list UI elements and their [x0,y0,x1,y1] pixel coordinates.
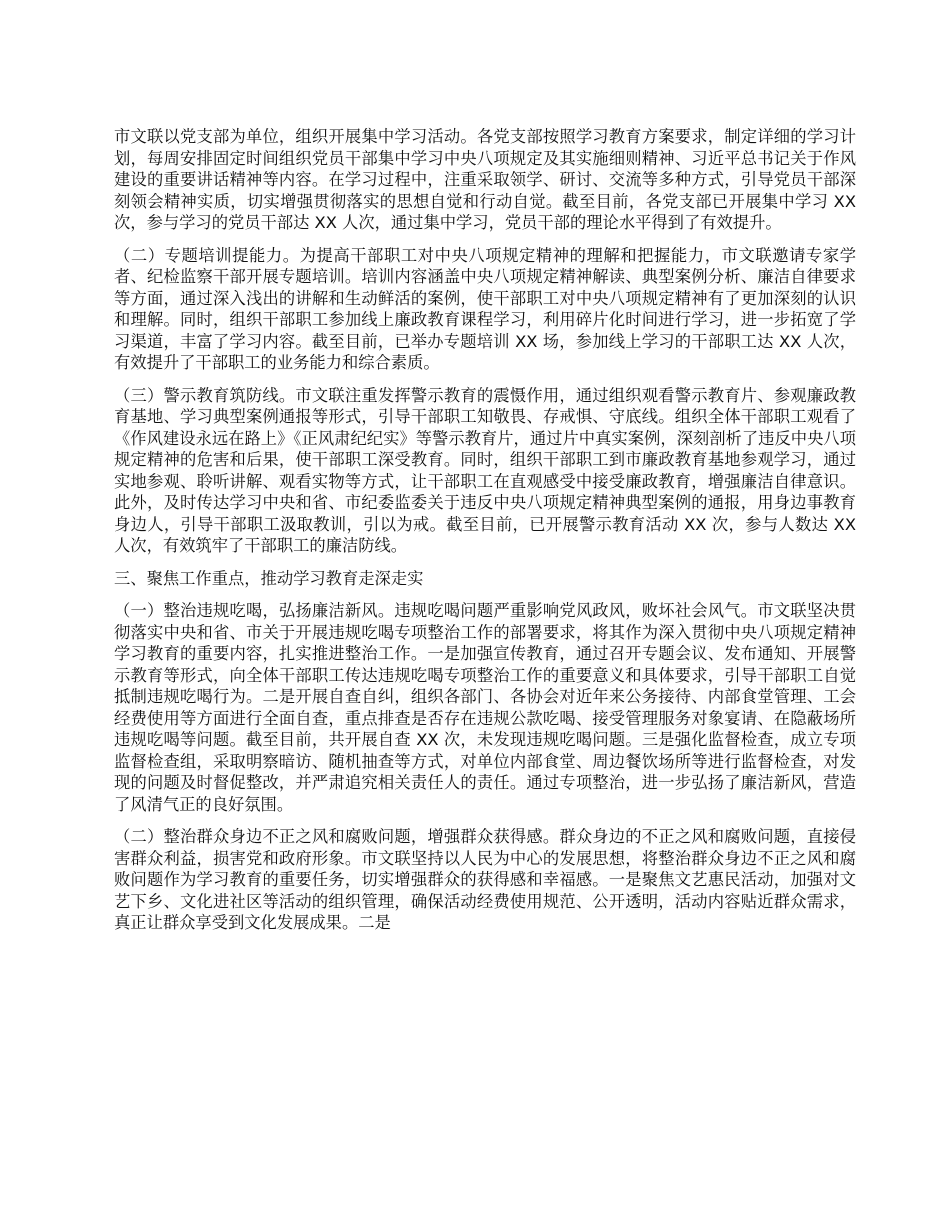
paragraph-special-training: （二）专题培训提能力。为提高干部职工对中央八项规定精神的理解和把握能力，市文联邀请专家学者、纪检监察干部开展专题培训。培训内容涵盖中央八项规定精神解读、典型案例分析、廉洁自律要求等方面，通过深入浅出的讲解和生动鲜活的案例，使干部职工对中央八项规定精神有了更加深刻的认识和理解。同时，组织干部职工参加线上廉政教育课程学习，利用碎片化时间进行学习，进一步拓宽了学习渠道，丰富了学习内容。截至目前，已举办专题培训 XX 场，参加线上学习的干部职工达 XX 人次，有效提升了干部职工的业务能力和综合素质。 [114,245,856,372]
section-heading-work-focus: 三、聚焦工作重点，推动学习教育走深走实 [114,568,424,588]
paragraph-rectify-dining: （一）整治违规吃喝，弘扬廉洁新风。违规吃喝问题严重影响党风政风，败坏社会风气。市文联坚决贯彻落实中央和省、市关于开展违规吃喝专项整治工作的部署要求，将其作为深入贯彻中央八项规定精神学习教育的重要内容，扎实推进整治工作。一是加强宣传教育，通过召开专题会议、发布通知、开展警示教育等形式，向全体干部职工传达违规吃喝专项整治工作的重要意义和具体要求，引导干部职工自觉抵制违规吃喝行为。二是开展自查自纠，组织各部门、各协会对近年来公务接待、内部食堂管理、工会经费使用等方面进行全面自查，重点排查是否存在违规公款吃喝、接受管理服务对象宴请、在隐蔽场所违规吃喝等问题。截至目前，共开展自查 XX 次，未发现违规吃喝问题。三是强化监督检查，成立专项监督检查组，采取明察暗访、随机抽查等方式，对单位内部食堂、周边餐饮场所等进行监督检查，对发现的问题及时督促整改，并严肃追究相关责任人的责任。通过专项整治，进一步弘扬了廉洁新风，营造了风清气正的良好氛围。 [114,601,856,814]
paragraph-group-study: 市文联以党支部为单位，组织开展集中学习活动。各党支部按照学习教育方案要求，制定详细的学习计划，每周安排固定时间组织党员干部集中学习中央八项规定及其实施细则精神、习近平总书记关于作风建设的重要讲话精神等内容。在学习过程中，注重采取领学、研讨、交流等多种方式，引导党员干部深刻领会精神实质，切实增强贯彻落实的思想自觉和行动自觉。截至目前，各党支部已开展集中学习 XX 次，参与学习的党员干部达 XX 人次，通过集中学习，党员干部的理论水平得到了有效提升。 [114,127,856,232]
paragraph-rectify-misconduct: （二）整治群众身边不正之风和腐败问题，增强群众获得感。群众身边的不正之风和腐败问题，直接侵害群众利益，损害党和政府形象。市文联坚持以人民为中心的发展思想，将整治群众身边不正之风和腐败问题作为学习教育的重要任务，切实增强群众的获得感和幸福感。一是聚焦文艺惠民活动，加强对文艺下乡、文化进社区等活动的组织管理，确保活动经费使用规范、公开透明，活动内容贴近群众需求，真正让群众享受到文化发展成果。二是 [114,827,856,932]
document-body [114,126,856,945]
paragraph-warning-education: （三）警示教育筑防线。市文联注重发挥警示教育的震慑作用，通过组织观看警示教育片、参观廉政教育基地、学习典型案例通报等形式，引导干部职工知敬畏、存戒惧、守底线。组织全体干部职工观看了《作风建设永远在路上》《正风肃纪纪实》等警示教育片，通过片中真实案例，深刻剖析了违反中央八项规定精神的危害和后果，使干部职工深受教育。同时，组织干部职工到市廉政教育基地参观学习，通过实地参观、聆听讲解、观看实物等方式，让干部职工在直观感受中接受廉政教育，增强廉洁自律意识。此外，及时传达学习中央和省、市纪委监委关于违反中央八项规定精神典型案例的通报，用身边事教育身边人，引导干部职工汲取教训，引以为戒。截至目前，已开展警示教育活动 XX 次，参与人数达 XX 人次，有效筑牢了干部职工的廉洁防线。 [114,385,856,555]
